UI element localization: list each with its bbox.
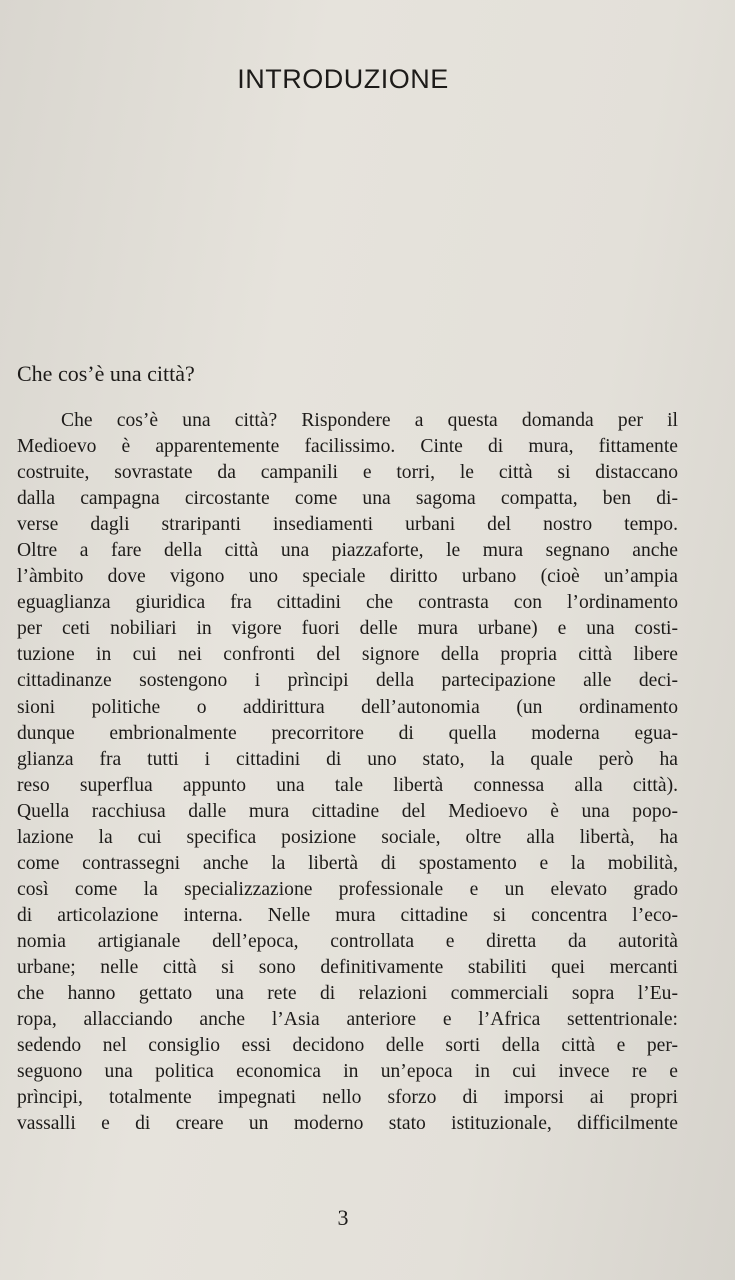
body-paragraph <box>17 408 678 1137</box>
text-line: sedendo nel consiglio essi decidono delle sorti della città e per- <box>17 1035 678 1057</box>
text-line: Quella racchiusa dalle mura cittadine del Medioevo è una popo- <box>17 800 678 822</box>
text-line: cittadinanze sostengono i prìncipi della partecipazione alle deci- <box>17 670 678 692</box>
text-line: che hanno gettato una rete di relazioni commerciali sopra l’Eu- <box>17 983 678 1005</box>
text-line: eguaglianza giuridica fra cittadini che contrasta con l’ordinamento <box>17 592 678 614</box>
text-line: Che cos’è una città? Rispondere a questa domanda per il <box>61 410 678 431</box>
text-line: dalla campagna circostante come una sagoma compatta, ben di- <box>17 488 678 510</box>
section-heading: Che cos’è una città? <box>17 361 195 386</box>
text-line: come contrassegni anche la libertà di spostamento e la mobilità, <box>17 852 678 874</box>
text-line: dunque embrionalmente precorritore di quella moderna egua- <box>17 722 678 744</box>
page-number: 3 <box>337 1205 349 1230</box>
text-line: urbane; nelle città si sono definitivamente stabiliti quei mercanti <box>17 956 678 978</box>
text-line: costruite, sovrastate da campanili e torri, le città si distaccano <box>17 462 678 484</box>
text-line: ropa, allacciando anche l’Asia anteriore e l’Africa settentrionale: <box>17 1009 678 1031</box>
text-line: l’àmbito dove vigono uno speciale diritto urbano (cioè un’ampia <box>17 566 678 588</box>
text-line: nomia artigianale dell’epoca, controllata e diretta da autorità <box>17 930 678 952</box>
text-line: Medioevo è apparentemente facilissimo. Cinte di mura, fittamente <box>17 436 678 458</box>
text-line: lazione la cui specifica posizione sociale, oltre alla libertà, ha <box>17 826 678 848</box>
text-line: verse dagli straripanti insediamenti urbani del nostro tempo. <box>17 514 678 536</box>
text-line: sioni politiche o addirittura dell’autonomia (un ordinamento <box>17 696 678 718</box>
text-line: di articolazione interna. Nelle mura cittadine si concentra l’eco- <box>17 904 678 926</box>
text-line: seguono una politica economica in un’epoca in cui invece re e <box>17 1061 678 1083</box>
text-line: tuzione in cui nei confronti del signore della propria città libere <box>17 644 678 666</box>
text-line: Oltre a fare della città una piazzaforte, le mura segnano anche <box>17 540 678 562</box>
chapter-title: INTRODUZIONE <box>237 64 449 94</box>
text-line: prìncipi, totalmente impegnati nello sforzo di imporsi ai propri <box>17 1087 678 1109</box>
text-line: reso superflua appunto una tale libertà connessa alla città). <box>17 774 678 796</box>
text-line: per ceti nobiliari in vigore fuori delle mura urbane) e una costi- <box>17 618 678 640</box>
text-line: glianza fra tutti i cittadini di uno stato, la quale però ha <box>17 748 678 770</box>
text-line: così come la specializzazione professionale e un elevato grado <box>17 878 678 900</box>
text-line: vassalli e di creare un moderno stato istituzionale, difficilmente <box>17 1113 678 1135</box>
